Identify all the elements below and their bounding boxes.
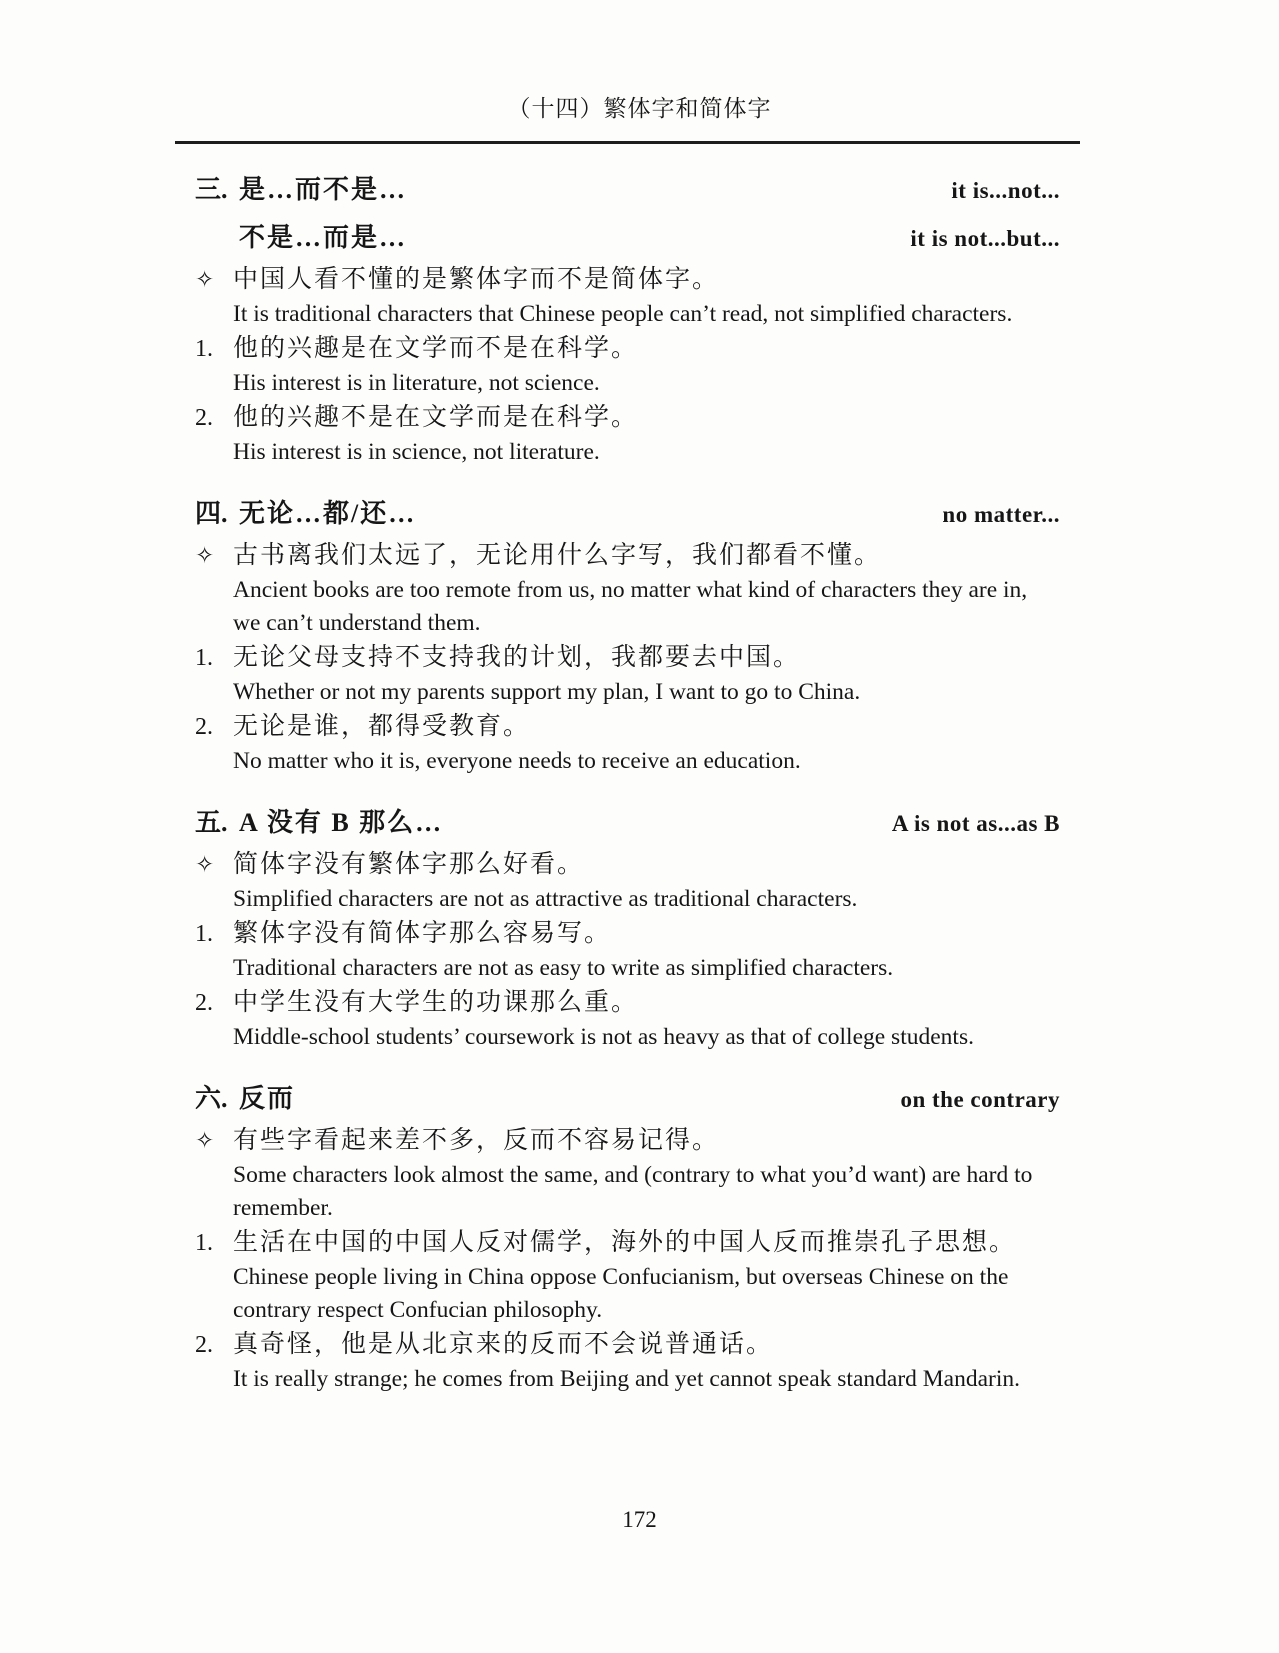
- grammar-pattern-zh: 反而: [239, 1084, 296, 1113]
- example-sentence-zh: 古书离我们太远了，无论用什么字写，我们都看不懂。: [233, 542, 882, 569]
- item-number: 1.: [195, 1230, 213, 1256]
- example-sentence-zh: 他的兴趣不是在文学而是在科学。: [233, 404, 639, 431]
- example-block: [195, 1123, 1060, 1225]
- example-translation-en: Middle-school students’ coursework is not as heavy as that of college students.: [233, 1024, 974, 1050]
- section-examples: [195, 538, 1060, 778]
- item-number: 2.: [195, 714, 213, 740]
- diamond-bullet-icon: ✧: [195, 852, 215, 878]
- example-sentence-zh: 无论父母支持不支持我的计划，我都要去中国。: [233, 644, 801, 671]
- example-block: [195, 262, 1060, 331]
- example-translation-en: Simplified characters are not as attractive as traditional characters.: [233, 886, 858, 912]
- section-heading-row: [195, 799, 1060, 847]
- item-number: 1.: [195, 645, 213, 671]
- section-number: 六.: [195, 1084, 228, 1113]
- section-heading: [195, 490, 1060, 538]
- header-rule: [175, 141, 1080, 144]
- grammar-pattern-gloss-en: it is not...but...: [910, 226, 1060, 251]
- example-block: [195, 400, 1060, 469]
- section-heading: [195, 166, 1060, 262]
- grammar-section: [195, 490, 1060, 778]
- grammar-section: [195, 799, 1060, 1054]
- example-texts: [233, 985, 1060, 1054]
- example-block: [195, 916, 1060, 985]
- example-block: [195, 538, 1060, 640]
- example-translation-en: Some characters look almost the same, and (contrary to what you’d want) are hard to remember.: [233, 1162, 1033, 1221]
- example-block: [195, 640, 1060, 709]
- example-sentence-zh: 无论是谁，都得受教育。: [233, 713, 531, 740]
- example-block: [195, 331, 1060, 400]
- example-translation-en: Whether or not my parents support my plan, I want to go to China.: [233, 679, 861, 705]
- example-sentence-zh: 有些字看起来差不多，反而不容易记得。: [233, 1127, 720, 1154]
- diamond-bullet-icon: ✧: [195, 267, 215, 293]
- item-number: 2.: [195, 1332, 213, 1358]
- example-texts: [233, 709, 1060, 778]
- grammar-pattern-gloss-en: on the contrary: [900, 1087, 1060, 1112]
- example-sentence-zh: 真奇怪，他是从北京来的反而不会说普通话。: [233, 1331, 774, 1358]
- example-texts: [233, 847, 1060, 916]
- grammar-section: [195, 1075, 1060, 1396]
- example-translation-en: His interest is in science, not literature.: [233, 439, 600, 465]
- example-texts: [233, 1327, 1060, 1396]
- example-translation-en: His interest is in literature, not science.: [233, 370, 600, 396]
- grammar-pattern-gloss-en: no matter...: [942, 502, 1060, 527]
- item-number: 1.: [195, 921, 213, 947]
- example-translation-en: No matter who it is, everyone needs to receive an education.: [233, 748, 801, 774]
- example-translation-en: It is really strange; he comes from Beijing and yet cannot speak standard Mandarin.: [233, 1366, 1021, 1392]
- example-sentence-zh: 生活在中国的中国人反对儒学，海外的中国人反而推崇孔子思想。: [233, 1229, 1017, 1256]
- section-examples: [195, 1123, 1060, 1396]
- example-sentence-zh: 繁体字没有简体字那么容易写。: [233, 920, 612, 947]
- item-number: 2.: [195, 990, 213, 1016]
- diamond-bullet-icon: ✧: [195, 1128, 215, 1154]
- example-texts: [233, 640, 1060, 709]
- example-block: [195, 1327, 1060, 1396]
- section-examples: [195, 847, 1060, 1054]
- diamond-bullet-icon: ✧: [195, 543, 215, 569]
- section-heading-row: [195, 1075, 1060, 1123]
- example-texts: [233, 400, 1060, 469]
- section-heading-row: [195, 490, 1060, 538]
- example-translation-en: Ancient books are too remote from us, no matter what kind of characters they are in, we can’t understand them.: [233, 577, 1028, 636]
- grammar-pattern-zh: A 没有 B 那么…: [239, 808, 444, 837]
- section-examples: [195, 262, 1060, 469]
- example-sentence-zh: 中学生没有大学生的功课那么重。: [233, 989, 639, 1016]
- example-sentence-zh: 简体字没有繁体字那么好看。: [233, 851, 585, 878]
- section-heading-row: [195, 166, 1060, 214]
- section-number: 五.: [195, 808, 228, 837]
- grammar-pattern-zh: 无论…都/还…: [239, 499, 417, 528]
- example-translation-en: Chinese people living in China oppose Confucianism, but overseas Chinese on the contrary respect Confucian philosophy.: [233, 1264, 1009, 1323]
- grammar-pattern-gloss-en: it is...not...: [951, 178, 1060, 203]
- example-sentence-zh: 他的兴趣是在文学而不是在科学。: [233, 335, 639, 362]
- example-texts: [233, 262, 1060, 331]
- example-block: [195, 985, 1060, 1054]
- page-number: 172: [622, 1507, 657, 1532]
- example-texts: [233, 331, 1060, 400]
- section-number: 四.: [195, 499, 228, 528]
- grammar-pattern-zh: 是…而不是…: [239, 175, 408, 204]
- page-header-title: （十四）繁体字和简体字: [507, 96, 772, 121]
- example-block: [195, 709, 1060, 778]
- section-heading-row: [195, 214, 1060, 262]
- section-number: 三.: [195, 175, 228, 204]
- grammar-content: [195, 166, 1060, 1396]
- example-texts: [233, 1225, 1060, 1327]
- item-number: 1.: [195, 336, 213, 362]
- section-heading: [195, 1075, 1060, 1123]
- example-texts: [233, 538, 1060, 640]
- grammar-pattern-zh: 不是…而是…: [239, 223, 408, 252]
- grammar-section: [195, 166, 1060, 469]
- example-translation-en: Traditional characters are not as easy to write as simplified characters.: [233, 955, 894, 981]
- example-block: [195, 847, 1060, 916]
- example-texts: [233, 1123, 1060, 1225]
- example-block: [195, 1225, 1060, 1327]
- item-number: 2.: [195, 405, 213, 431]
- example-translation-en: It is traditional characters that Chinese people can’t read, not simplified characters.: [233, 301, 1013, 327]
- section-heading: [195, 799, 1060, 847]
- example-texts: [233, 916, 1060, 985]
- example-sentence-zh: 中国人看不懂的是繁体字而不是简体字。: [233, 266, 720, 293]
- grammar-pattern-gloss-en: A is not as...as B: [891, 811, 1060, 836]
